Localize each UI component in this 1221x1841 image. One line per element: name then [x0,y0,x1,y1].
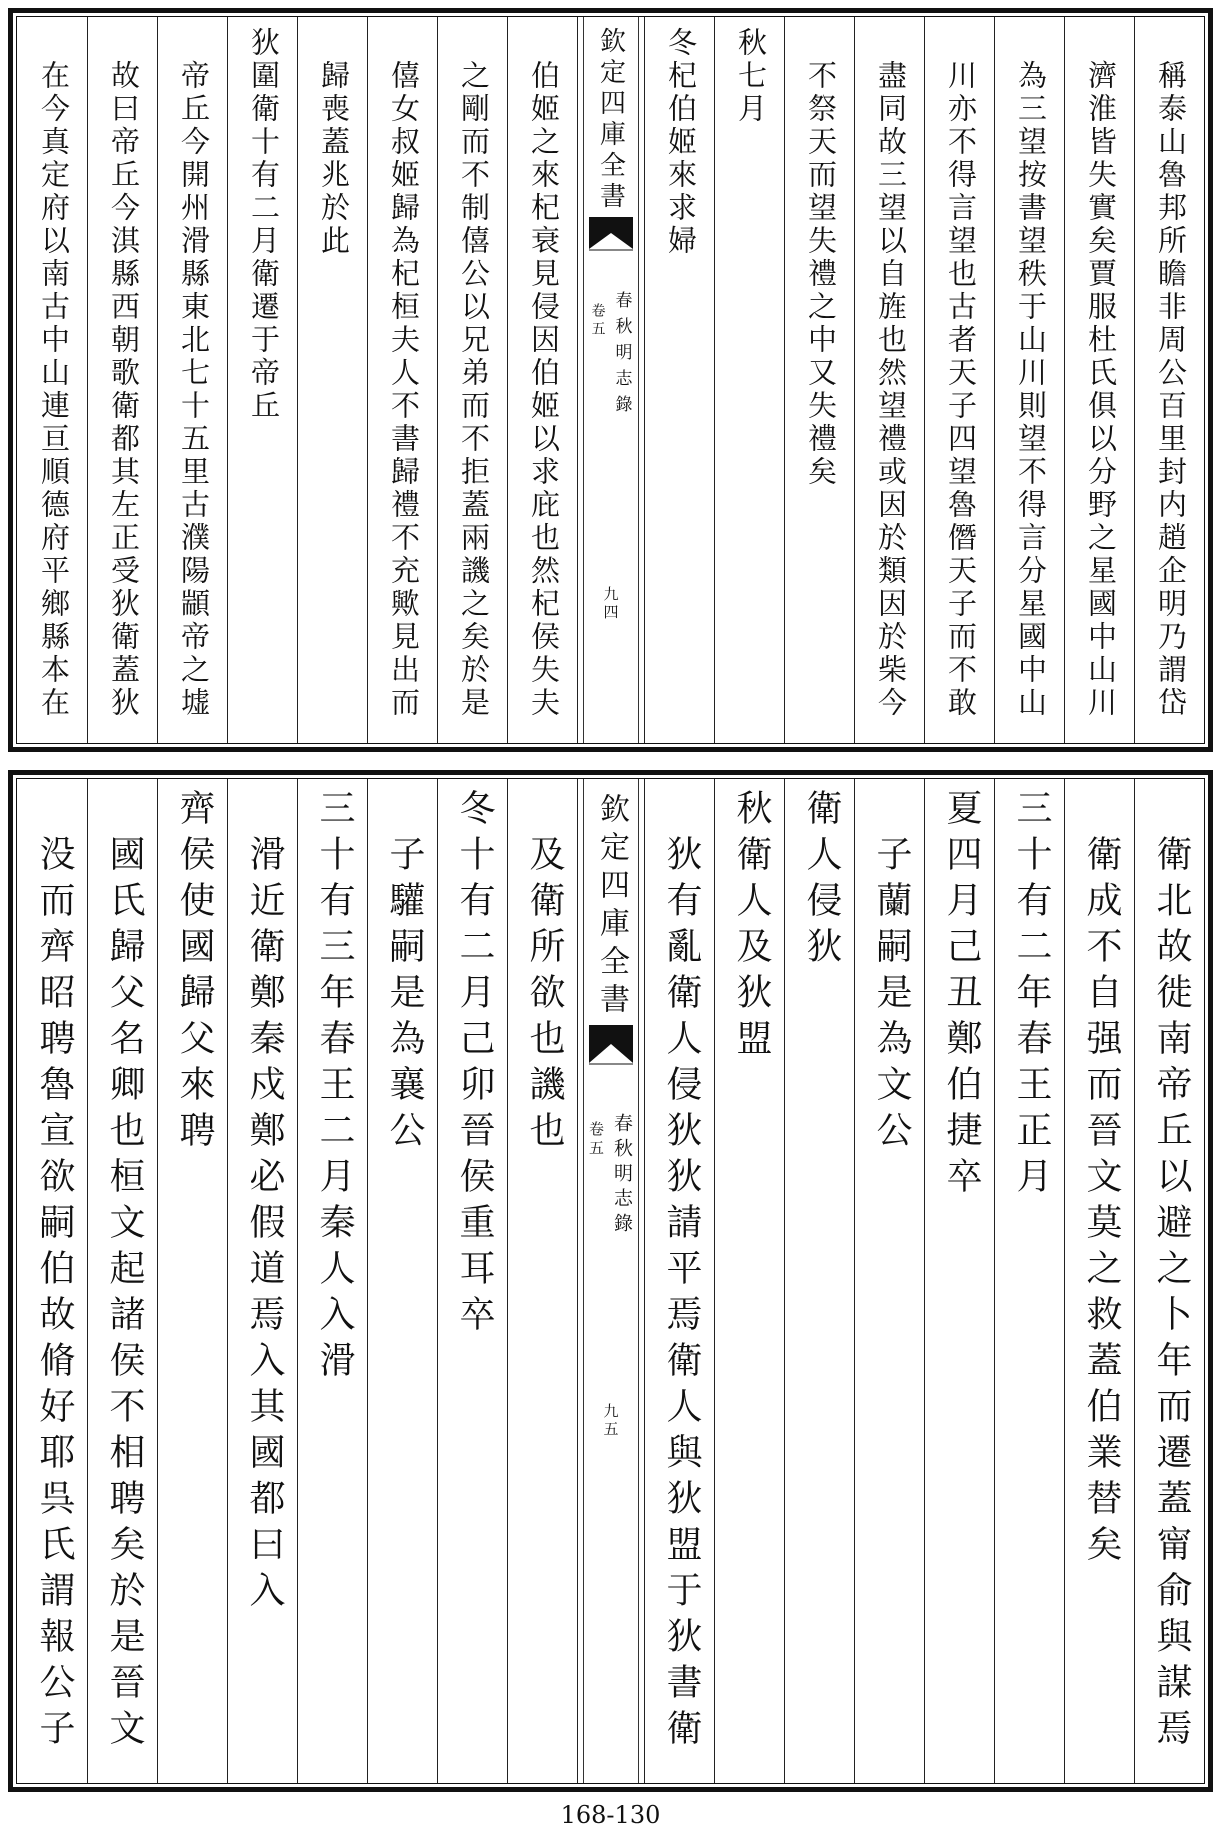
volume-label: 卷五 [587,1121,605,1159]
commentary-column: 濟淮皆失實矣賈服杜氏俱以分野之星國中山川 [1064,17,1134,743]
commentary-column: 衛成不自强而晉文莫之救蓋伯業替矣 [1064,779,1134,1783]
lower-page-frame [8,770,1213,1792]
commentary-column: 在今真定府以南古中山連亘順德府平鄉縣本在 [37,60,71,720]
main-text-column: 衛人侵狄 [784,779,854,1783]
main-text-column: 齊侯使國歸父來聘 [157,779,227,1783]
main-text-column: 狄圍衛十有二月衛遷于帝丘 [227,17,297,743]
commentary-column: 僖女叔姬歸為杞桓夫人不書歸禮不充歟見出而 [367,17,437,743]
page-number: 九四 [601,586,620,622]
book-label [586,1113,636,1238]
collection-title: 欽定四庫全書 [595,27,626,213]
main-text-column: 三十有二年春王正月 [994,779,1064,1783]
volume-label: 卷五 [589,303,606,339]
book-title: 春秋明志錄 [611,291,632,421]
commentary-column: 滑近衛鄭秦戍鄭必假道焉入其國都曰入 [227,779,297,1783]
main-text-column: 秋七月 [714,17,784,743]
commentary-column: 狄有亂衛人侵狄狄請平焉衛人與狄盟于狄書衛 [644,779,714,1783]
main-text-column: 夏四月己丑鄭伯捷卒 [924,779,994,1783]
commentary-column: 没而齊昭聘魯宣欲嗣伯故脩好耶呉氏謂報公子 [34,835,75,1755]
fishtail-mark [585,217,637,251]
commentary-column: 衛北故徙南帝丘以避之卜年而遷蓋甯俞與謀焉 [1134,779,1204,1783]
commentary-column: 帝丘今開州滑縣東北七十五里古濮陽顓帝之墟 [157,17,227,743]
fishtail-mark [585,1025,637,1065]
upper-page-frame [8,8,1213,752]
commentary-column: 盡同故三望以自旌也然望禮或因於類因於柴今 [854,17,924,743]
commentary-column: 及衛所欲也譏也 [507,779,577,1783]
commentary-column: 歸喪蓋兆於此 [297,17,367,743]
commentary-column: 伯姬之來杞衰見侵因伯姬以求庇也然杞侯失夫 [507,17,577,743]
collection-title: 欽定四庫全書 [594,793,629,1021]
main-text-column: 冬十有二月己卯晉侯重耳卒 [437,779,507,1783]
commentary-column: 故曰帝丘今淇縣西朝歌衛都其左正受狄衛蓋狄 [87,17,157,743]
commentary-column: 國氏歸父名卿也桓文起諸侯不相聘矣於是晉文 [87,779,157,1783]
commentary-column: 子蘭嗣是為文公 [854,779,924,1783]
center-fold [577,779,644,1783]
commentary-column: 川亦不得言望也古者天子四望魯僭天子而不敢 [924,17,994,743]
main-text-column: 秋衛人及狄盟 [714,779,784,1783]
main-text-column: 冬杞伯姬來求婦 [644,17,714,743]
commentary-column: 之剛而不制僖公以兄弟而不拒蓋兩譏之矣於是 [437,17,507,743]
upper-page-columns [16,16,1205,744]
commentary-column: 為三望按書望秩于山川則望不得言分星國中山 [994,17,1064,743]
lower-page-columns [16,778,1205,1784]
page-number: 九五 [601,1403,620,1439]
page-reference: 168-130 [560,1801,661,1829]
book-title: 春秋明志錄 [611,1113,633,1238]
main-text-column: 三十有三年春王二月秦人入滑 [297,779,367,1783]
commentary-column: 稱泰山魯邦所瞻非周公百里封内趙企明乃謂岱 [1134,17,1204,743]
center-fold [577,17,644,743]
commentary-column: 不祭天而望失禮之中又失禮矣 [784,17,854,743]
commentary-column: 子驩嗣是為襄公 [367,779,437,1783]
book-label [588,291,635,421]
